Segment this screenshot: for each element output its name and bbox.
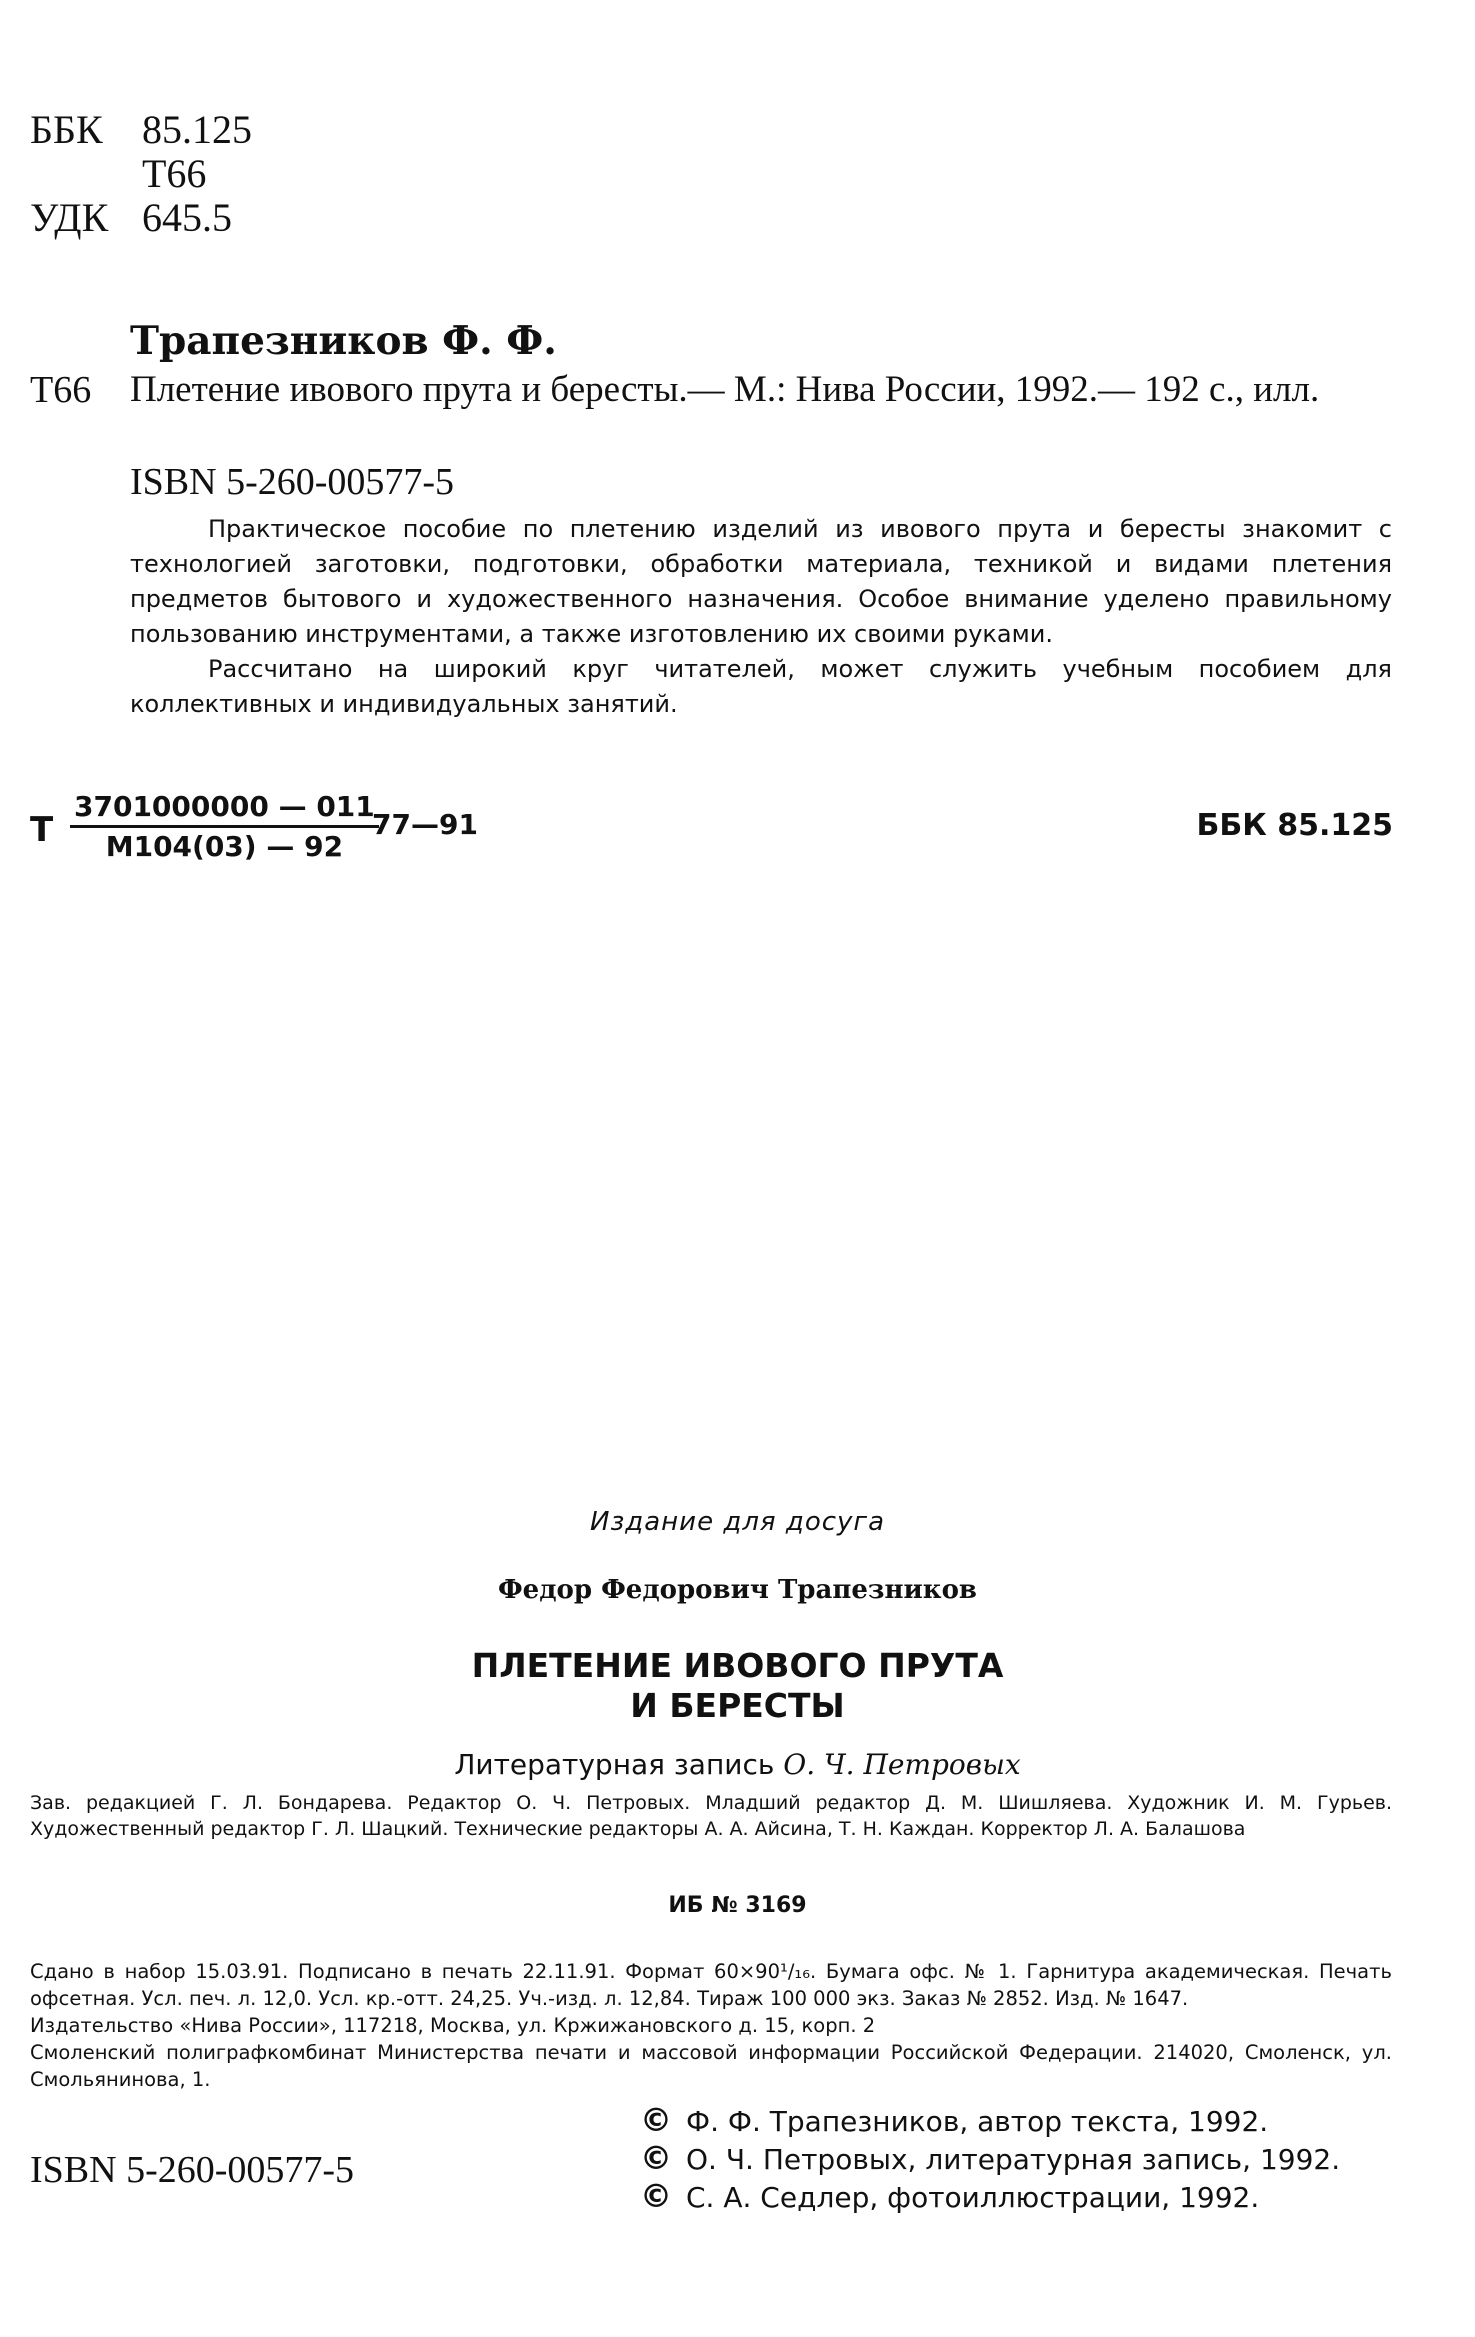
- annotation-paragraph-1: Практическое пособие по плетению изделий из ивового прута и бересты знакомит с технологией заготовки, подготовки, обработки материала, техникой и видами плетения предметов бытового и художественного назначения. Особое внимание уделено правильному пользованию инструментами, а также изготовлению их своими руками.: [130, 515, 1392, 648]
- copyright-icon: ©: [640, 2139, 672, 2177]
- biblio-isbn: ISBN 5-260-00577-5: [130, 461, 455, 503]
- print-info: [30, 1958, 1392, 2093]
- book-title-line-1: ПЛЕТЕНИЕ ИВОВОГО ПРУТА: [471, 1646, 1004, 1685]
- udk-label: УДК: [30, 195, 109, 240]
- fraction-numerator: 3701000000 — 011: [70, 790, 379, 828]
- biblio-title: Плетение ивового прута и бересты.— М.: Нива России, 1992.— 192 с., илл.: [130, 369, 1320, 410]
- copyright-line-1: [640, 2102, 1340, 2140]
- fraction-letter: Т: [30, 810, 54, 850]
- udk-line: [30, 196, 232, 240]
- print-info-line-3: Смоленский полиграфкомбинат Министерства печати и массовой информации Российской Федерации. 214020, Смоленск, ул. Смольянинова, 1.: [30, 2041, 1392, 2091]
- fraction-bbk: ББК 85.125: [1196, 808, 1393, 843]
- editorial-staff: Зав. редакцией Г. Л. Бондарева. Редактор О. Ч. Петровых. Младший редактор Д. М. Шишляева. Художник И. М. Гурьев. Художественный редактор Г. Л. Шацкий. Технические редакторы А. А. Айсина, Т. Н. Каждан. Корректор Л. А. Балашова: [30, 1792, 1392, 1840]
- fraction-code: 77—91: [372, 808, 478, 841]
- bbk-code: 85.125: [142, 107, 252, 152]
- book-title-line-2: И БЕРЕСТЫ: [630, 1686, 845, 1725]
- copyright-line-3: [640, 2178, 1340, 2216]
- udk-code: 645.5: [142, 195, 232, 240]
- annotation-paragraph-2: Рассчитано на широкий круг читателей, может служить учебным пособием для коллективных и индивидуальных занятий.: [130, 655, 1392, 718]
- author-full-name: Федор Федорович Трапезников: [498, 1575, 977, 1605]
- copyright-icon: ©: [640, 2177, 672, 2215]
- author-mark: Т66: [142, 151, 207, 196]
- print-info-line-2: Издательство «Нива России», 117218, Москва, ул. Кржижановского д. 15, корп. 2: [30, 2014, 876, 2037]
- copyrights: [640, 2102, 1340, 2216]
- copyright-text-1: Ф. Ф. Трапезников, автор текста, 1992.: [686, 2105, 1269, 2138]
- bbk-label: ББК: [30, 107, 103, 152]
- edition-label: Издание для досуга: [590, 1507, 885, 1537]
- copyright-text-2: О. Ч. Петровых, литературная запись, 1992.: [686, 2143, 1341, 2176]
- fraction-denominator: М104(03) — 92: [105, 830, 344, 863]
- copyright-line-2: [640, 2140, 1340, 2178]
- bbk-line: [30, 108, 252, 152]
- book-title: [0, 1646, 1475, 1726]
- annotation: [130, 512, 1392, 722]
- fraction: [70, 790, 379, 863]
- ib-number: ИБ № 3169: [668, 1893, 807, 1918]
- literary-record-label: Литературная запись: [454, 1748, 775, 1781]
- copyright-text-3: С. А. Седлер, фотоиллюстрации, 1992.: [686, 2181, 1260, 2214]
- literary-record-name: О. Ч. Петровых: [783, 1748, 1021, 1781]
- biblio-author: Трапезников Ф. Ф.: [130, 318, 557, 364]
- copyright-icon: ©: [640, 2101, 672, 2139]
- literary-record: [0, 1748, 1475, 1781]
- isbn-bottom: ISBN 5-260-00577-5: [30, 2149, 355, 2191]
- print-info-line-1: Сдано в набор 15.03.91. Подписано в печать 22.11.91. Формат 60×90¹/₁₆. Бумага офс. № 1. Гарнитура академическая. Печать офсетная. Усл. печ. л. 12,0. Усл. кр.-отт. 24,25. Уч.-изд. л. 12,84. Тираж 100 000 экз. Заказ № 2852. Изд. № 1647.: [30, 1960, 1392, 2010]
- biblio-mark: Т66: [30, 369, 92, 411]
